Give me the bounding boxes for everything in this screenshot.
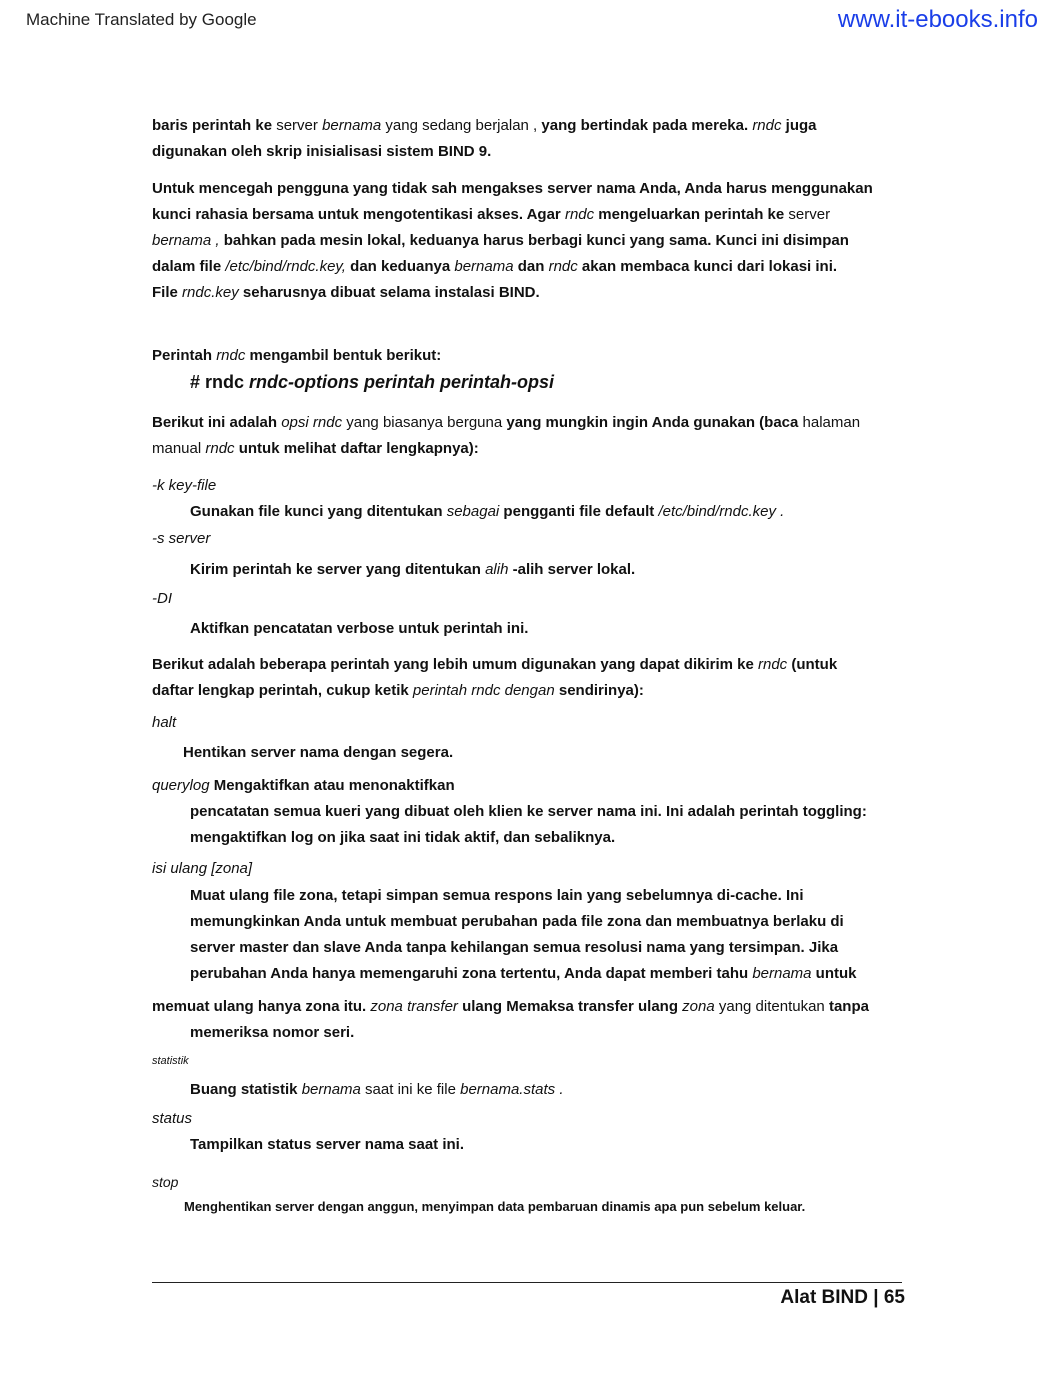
option-description: Aktifkan pencatatan verbose untuk perintah ini. (190, 620, 529, 637)
text-run: Gunakan file kunci yang ditentukan (190, 503, 447, 520)
text-run: bahkan pada mesin lokal, keduanya harus berbagi kunci yang sama. Kunci ini disimpan (219, 232, 849, 249)
command-description: memungkinkan Anda untuk membuat perubahan pada file zona dan membuatnya berlaku di (190, 913, 844, 930)
text-run: zona transfer (370, 998, 458, 1015)
paragraph-line (152, 254, 837, 280)
paragraph-line (152, 678, 644, 704)
option-description (190, 557, 635, 583)
text-run: bernama.stats . (460, 1081, 564, 1098)
command-description: server master dan slave Anda tanpa kehilangan semua resolusi nama yang tersimpan. Jika (190, 939, 839, 956)
paragraph-line (152, 410, 860, 436)
paragraph-line (152, 228, 849, 254)
text-run: bernama , (152, 232, 220, 249)
text-run: sebagai (446, 503, 500, 520)
text-run: zona (682, 998, 715, 1015)
text-run: -alih server lokal. (508, 561, 636, 578)
text-run: untuk melihat daftar lengkapnya): (234, 440, 479, 457)
text-run: rndc (216, 347, 246, 364)
command-description: Menghentikan server dengan anggun, menyimpan data pembaruan dinamis apa pun sebelum keluar. (184, 1199, 806, 1214)
command-term: isi ulang [zona] (152, 860, 253, 877)
website-link[interactable]: www.it-ebooks.info (837, 6, 1038, 33)
text-run: yang mungkin ingin Anda gunakan (baca (506, 414, 799, 431)
text-run: sendirinya): (554, 682, 644, 699)
footer-divider (152, 1282, 902, 1283)
text-run: memuat ulang hanya zona itu. (152, 998, 371, 1015)
paragraph-line (152, 343, 441, 369)
command-description (152, 994, 869, 1020)
command-term: stop (152, 1174, 179, 1190)
text-run: bernama (454, 258, 514, 275)
text-run: rndc (757, 656, 788, 673)
text-run: alih (485, 561, 509, 578)
text-run: yang bertindak pada mereka. (541, 117, 753, 134)
text-run: kunci rahasia bersama untuk mengotentikasi akses. Agar (152, 206, 565, 223)
paragraph-line (152, 202, 830, 228)
command-term: halt (152, 714, 177, 731)
text-run: saat ini ke file (360, 1081, 461, 1098)
text-run: seharusnya dibuat selama instalasi BIND. (238, 284, 540, 301)
text-run: Kirim perintah ke server yang ditentukan (190, 561, 486, 578)
command-description (190, 1077, 564, 1103)
text-run: Berikut ini adalah (152, 414, 282, 431)
text-run: dalam file (152, 258, 226, 275)
command-description: pencatatan semua kueri yang dibuat oleh klien ke server nama ini. Ini adalah perintah toggling: (190, 803, 867, 820)
text-run: baris perintah ke (152, 117, 273, 134)
text-run: rndc (752, 117, 782, 134)
text-run: yang ditentukan (714, 998, 829, 1015)
text-run: perintah rndc dengan (412, 682, 555, 699)
text-run: juga (781, 117, 817, 134)
text-run: rndc (548, 258, 578, 275)
paragraph-line: Untuk mencegah pengguna yang tidak sah mengakses server nama Anda, Anda harus menggunakan (152, 180, 873, 197)
text-run: Berikut adalah beberapa perintah yang lebih umum digunakan yang dapat dikirim ke (152, 656, 758, 673)
command-description: Tampilkan status server nama saat ini. (190, 1136, 465, 1153)
paragraph-line (152, 113, 817, 139)
text-run: halaman (798, 414, 861, 431)
option-term: -s server (152, 530, 211, 547)
text-run: /etc/bind/rndc.key . (658, 503, 785, 520)
text-run: dan (513, 258, 549, 275)
text-run: (untuk (787, 656, 838, 673)
paragraph-line (152, 436, 479, 462)
option-description (190, 499, 784, 525)
command-term: status (152, 1110, 193, 1127)
text-run: rndc.key (182, 284, 239, 301)
text-run: File (152, 284, 183, 301)
paragraph-line (152, 280, 540, 306)
text-run: dan keduanya (345, 258, 455, 275)
command-description: Hentikan server nama dengan segera. (183, 744, 454, 761)
command-description: memeriksa nomor seri. (190, 1024, 355, 1041)
command-term (152, 773, 455, 799)
text-run: untuk (811, 965, 857, 982)
text-run: yang biasanya berguna (342, 414, 507, 431)
text-run: bernama (322, 117, 382, 134)
text-run: server (784, 206, 831, 223)
text-run: Mengaktifkan atau menonaktifkan (209, 777, 455, 794)
text-run: tanpa (828, 998, 869, 1015)
text-run: daftar lengkap perintah, cukup ketik (152, 682, 413, 699)
text-run: /etc/bind/rndc.key, (225, 258, 346, 275)
command-description: mengaktifkan log on jika saat ini tidak aktif, dan sebaliknya. (190, 829, 616, 846)
text-run: Buang statistik (190, 1081, 302, 1098)
text-run: ulang Memaksa transfer ulang (457, 998, 683, 1015)
text-run: rndc (205, 440, 235, 457)
machine-translated-label: Machine Translated by Google (26, 10, 257, 29)
text-run: querylog (152, 777, 210, 794)
text-run: bernama (301, 1081, 361, 1098)
text-run: yang sedang berjalan , (381, 117, 542, 134)
text-run: rndc-options perintah perintah-opsi (249, 372, 555, 392)
text-run: manual (152, 440, 206, 457)
text-run: # rndc (190, 372, 250, 392)
text-run: server (272, 117, 323, 134)
text-run: opsi rndc (281, 414, 343, 431)
command-description: Muat ulang file zona, tetapi simpan semua respons lain yang sebelumnya di-cache. Ini (190, 887, 804, 904)
text-run: rndc (564, 206, 595, 223)
text-run: Perintah (152, 347, 217, 364)
text-run: mengambil bentuk berikut: (245, 347, 442, 364)
command-term: statistik (152, 1055, 189, 1067)
option-term: -k key-file (152, 477, 217, 494)
paragraph-line (152, 652, 837, 678)
page-footer: Alat BIND | 65 (780, 1287, 905, 1308)
text-run: akan membaca kunci dari lokasi ini. (577, 258, 838, 275)
text-run: pengganti file default (499, 503, 659, 520)
paragraph-line: digunakan oleh skrip inisialisasi sistem BIND 9. (152, 143, 492, 160)
command-description (190, 961, 857, 987)
text-run: perubahan Anda hanya memengaruhi zona tertentu, Anda dapat memberi tahu (190, 965, 753, 982)
option-term: -DI (152, 590, 172, 607)
command-syntax (190, 372, 554, 393)
text-run: bernama (752, 965, 812, 982)
text-run: mengeluarkan perintah ke (594, 206, 785, 223)
